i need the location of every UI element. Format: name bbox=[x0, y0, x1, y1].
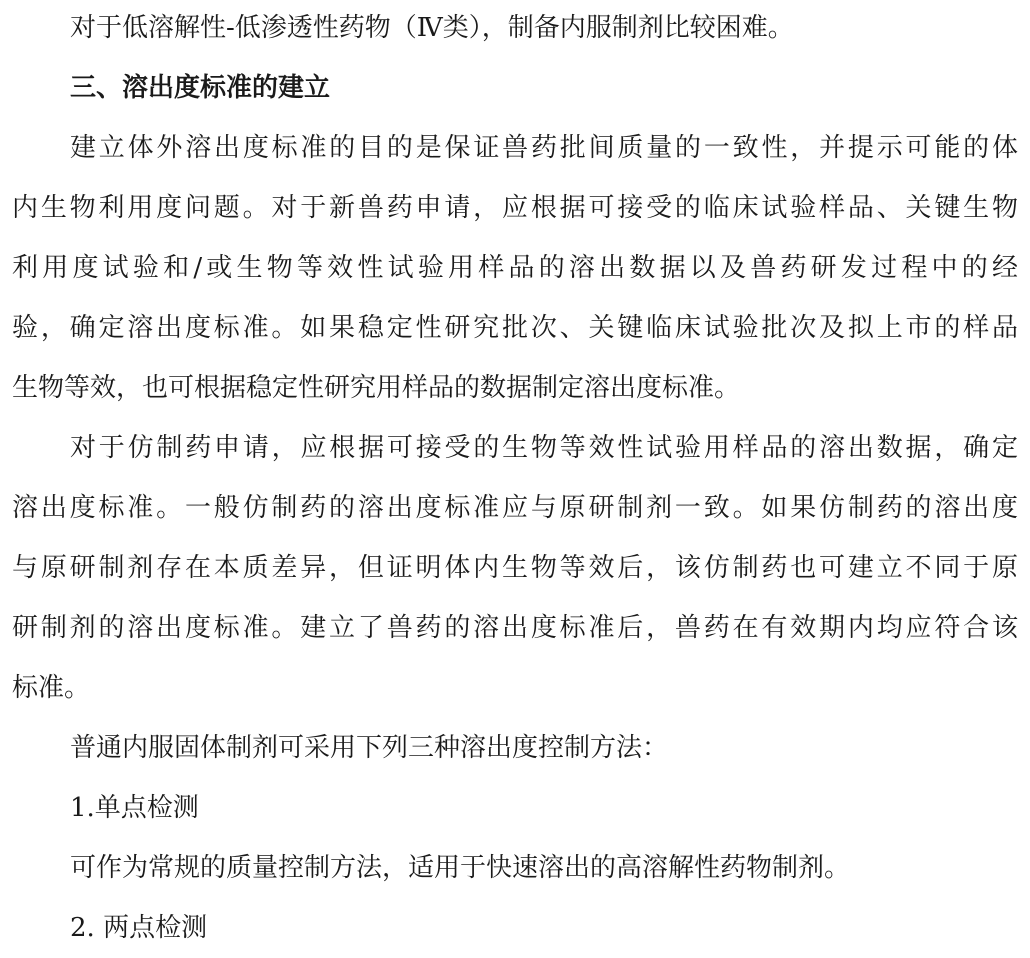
paragraph-line: 对于仿制药申请，应根据可接受的生物等效性试验用样品的溶出数据，确定 bbox=[70, 433, 1018, 463]
list-item-desc-single-point: 可作为常规的质量控制方法，适用于快速溶出的高溶解性药物制剂。 bbox=[70, 853, 851, 883]
paragraph-line: 标准。 bbox=[12, 673, 91, 703]
paragraph-purpose bbox=[12, 118, 1018, 418]
paragraph-line: 建立体外溶出度标准的目的是保证兽药批间质量的一致性，并提示可能的体 bbox=[70, 133, 1018, 163]
paragraph-line: 利用度试验和/或生物等效性试验用样品的溶出数据以及兽药研发过程中的经 bbox=[12, 253, 1018, 283]
paragraph-line: 研制剂的溶出度标准。建立了兽药的溶出度标准后，兽药在有效期内均应符合该 bbox=[12, 613, 1018, 643]
paragraph-line: 验，确定溶出度标准。如果稳定性研究批次、关键临床试验批次及拟上市的样品 bbox=[12, 313, 1018, 343]
paragraph-generic-drug bbox=[12, 418, 1018, 718]
list-item-title-two-point: 2. 两点检测 bbox=[70, 913, 208, 943]
paragraph-control-methods: 普通内服固体制剂可采用下列三种溶出度控制方法： bbox=[70, 733, 669, 763]
paragraph-line: 与原研制剂存在本质差异，但证明体内生物等效后，该仿制药也可建立不同于原 bbox=[12, 553, 1018, 583]
list-item-title-single-point: 1.单点检测 bbox=[70, 793, 199, 823]
paragraph-class-iv-line: 对于低溶解性-低渗透性药物（Ⅳ类），制备内服制剂比较困难。 bbox=[70, 13, 794, 43]
paragraph-line: 溶出度标准。一般仿制药的溶出度标准应与原研制剂一致。如果仿制药的溶出度 bbox=[12, 493, 1018, 523]
paragraph-line: 生物等效，也可根据稳定性研究用样品的数据制定溶出度标准。 bbox=[12, 373, 741, 403]
paragraph-line: 内生物利用度问题。对于新兽药申请，应根据可接受的临床试验样品、关键生物 bbox=[12, 193, 1018, 223]
section-heading-dissolution-standard: 三、溶出度标准的建立 bbox=[70, 73, 331, 103]
